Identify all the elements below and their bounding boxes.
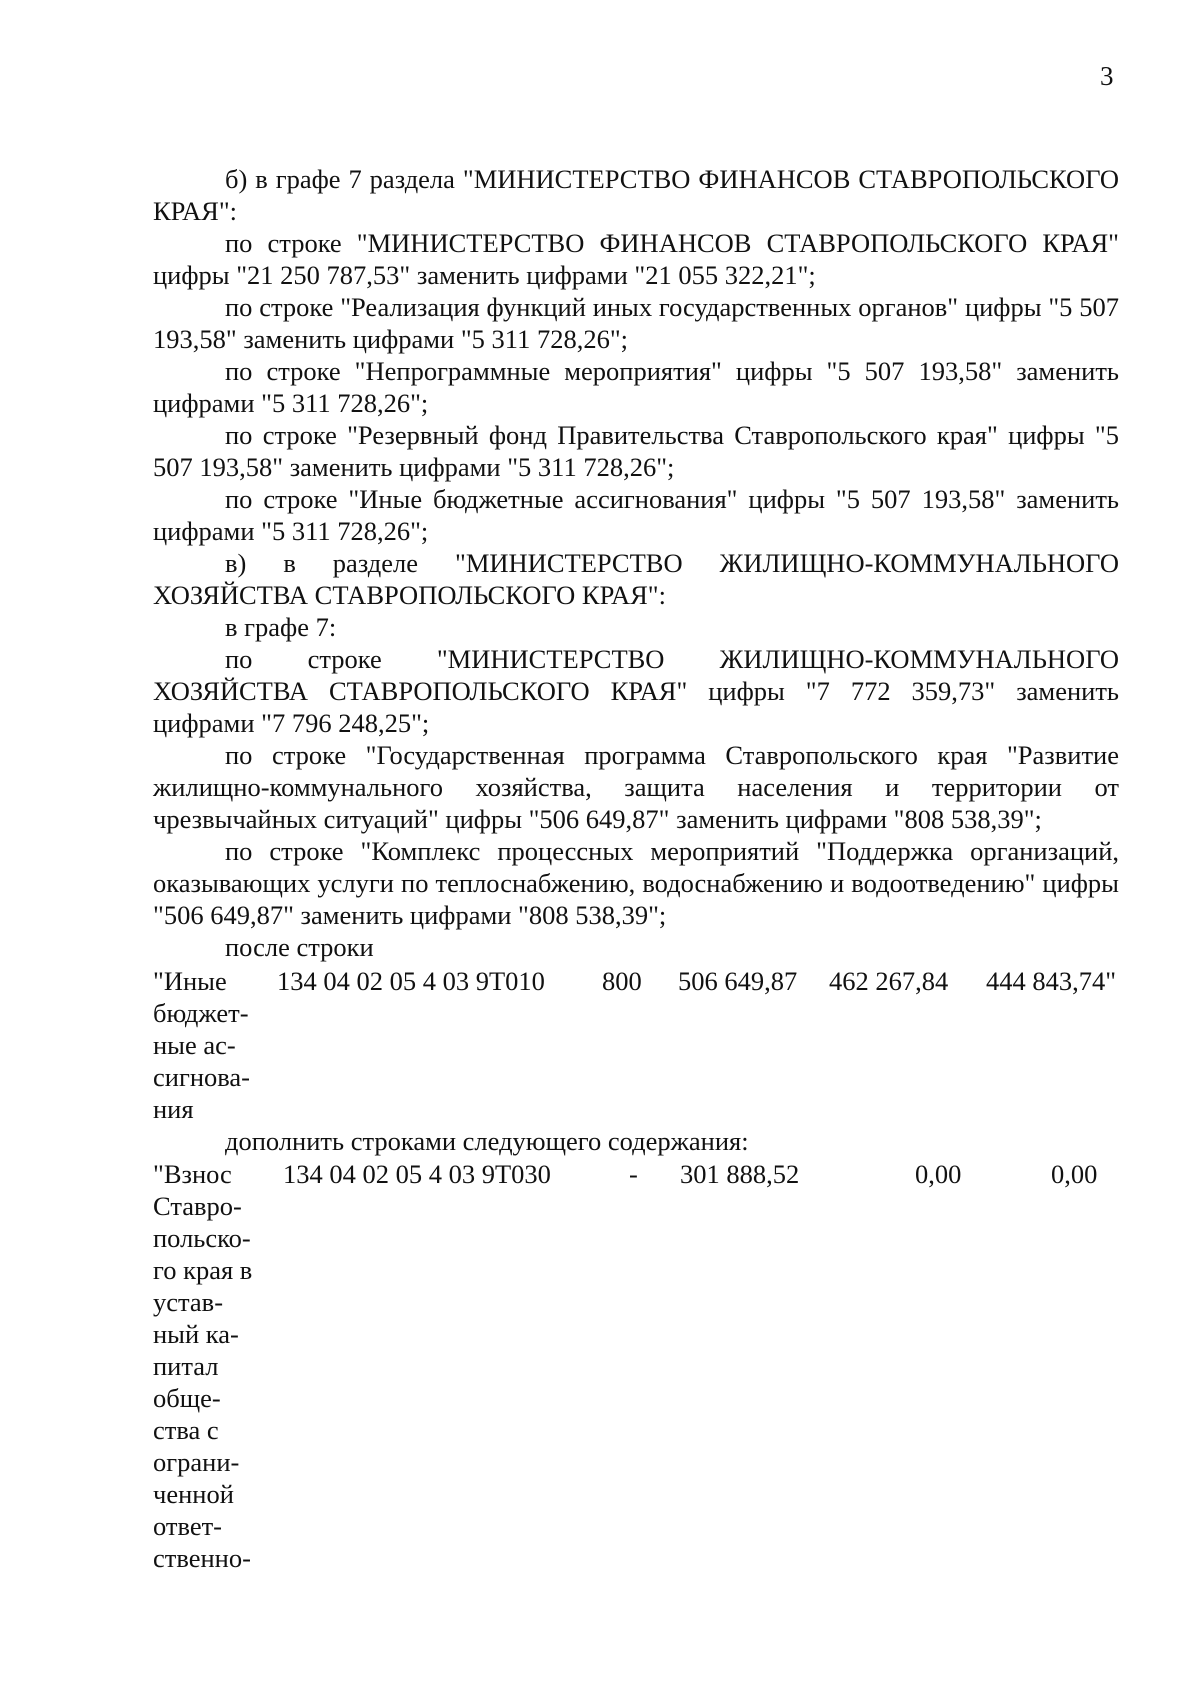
row-code: 134 04 02 05 4 03 9Т010 xyxy=(277,966,545,996)
row-name-cell xyxy=(153,1158,271,1574)
row-name-line: ные ас- xyxy=(153,1030,236,1060)
body-text xyxy=(153,163,1119,963)
row-value-1: 506 649,87 xyxy=(678,966,798,996)
paragraph: по строке "Иные бюджетные ассигнования" цифры "5 507 193,58" заменить цифрами "5 311 728,26"; xyxy=(153,484,1119,546)
row-value-2: 462 267,84 xyxy=(829,966,949,996)
row-name-line: ограни- xyxy=(153,1447,240,1477)
row-value-1: 301 888,52 xyxy=(680,1159,800,1189)
row-name-line: го края в xyxy=(153,1255,253,1285)
paragraph: по строке "Резервный фонд Правительства Ставропольского края" цифры "5 507 193,58" заменить цифрами "5 311 728,26"; xyxy=(153,420,1119,482)
row-name-line: "Взнос xyxy=(153,1159,232,1189)
row-value-3: 0,00 xyxy=(1051,1159,1098,1189)
row-name-line: устав- xyxy=(153,1287,224,1317)
row-name-line: ный ка- xyxy=(153,1319,239,1349)
row-name-cell xyxy=(153,965,271,1125)
row-name-line: Ставро- xyxy=(153,1191,242,1221)
paragraph: по строке "МИНИСТЕРСТВО ЖИЛИЩНО-КОММУНАЛЬНОГО ХОЗЯЙСТВА СТАВРОПОЛЬСКОГО КРАЯ" цифры "7 772 359,73" заменить цифрами "7 796 248,25"; xyxy=(153,644,1119,738)
row-name-line: польско- xyxy=(153,1223,251,1253)
row-name-line: бюджет- xyxy=(153,998,249,1028)
row-name-line: обще- xyxy=(153,1383,221,1413)
row-value-3: 444 843,74" xyxy=(986,966,1117,996)
row-name-line: питал xyxy=(153,1351,219,1381)
row-type: 800 xyxy=(602,966,642,996)
paragraph: по строке "Государственная программа Ставропольского края "Развитие жилищно-коммунального хозяйства, защита населения и территории от чрезвычайных ситуаций" цифры "506 649,87" заменить цифрами "808 538,39"; xyxy=(153,740,1119,834)
row-name-line: сигнова- xyxy=(153,1062,250,1092)
page-number: 3 xyxy=(1100,61,1114,91)
paragraph: после строки xyxy=(225,932,374,962)
paragraph: по строке "Комплекс процессных мероприятий "Поддержка организаций, оказывающих услуги по теплоснабжению, водоснабжению и водоотведению" цифры "506 649,87" заменить цифрами "808 538,39"; xyxy=(153,836,1119,930)
paragraph: по строке "Непрограммные мероприятия" цифры "5 507 193,58" заменить цифрами "5 311 728,26"; xyxy=(153,356,1119,418)
row-value-2: 0,00 xyxy=(915,1159,962,1189)
row-name-line: ния xyxy=(153,1094,194,1124)
row-name-line: ственно- xyxy=(153,1543,251,1573)
row-type: - xyxy=(629,1159,638,1189)
row-name-line: "Иные xyxy=(153,966,227,996)
paragraph: по строке "МИНИСТЕРСТВО ФИНАНСОВ СТАВРОПОЛЬСКОГО КРАЯ" цифры "21 250 787,53" заменить цифрами "21 055 322,21"; xyxy=(153,228,1119,290)
paragraph: в графе 7: xyxy=(225,612,337,642)
row-code: 134 04 02 05 4 03 9Т030 xyxy=(283,1159,551,1189)
row-name-line: ства с xyxy=(153,1415,219,1445)
paragraph: б) в графе 7 раздела "МИНИСТЕРСТВО ФИНАНСОВ СТАВРОПОЛЬСКОГО КРАЯ": xyxy=(153,164,1119,226)
paragraph: в) в разделе "МИНИСТЕРСТВО ЖИЛИЩНО-КОММУНАЛЬНОГО ХОЗЯЙСТВА СТАВРОПОЛЬСКОГО КРАЯ": xyxy=(153,548,1119,610)
add-rows-intro: дополнить строками следующего содержания: xyxy=(225,1126,749,1156)
row-name-line: ченной xyxy=(153,1479,234,1509)
row-name-line: ответ- xyxy=(153,1511,223,1541)
paragraph: по строке "Реализация функций иных государственных органов" цифры "5 507 193,58" заменить цифрами "5 311 728,26"; xyxy=(153,292,1119,354)
